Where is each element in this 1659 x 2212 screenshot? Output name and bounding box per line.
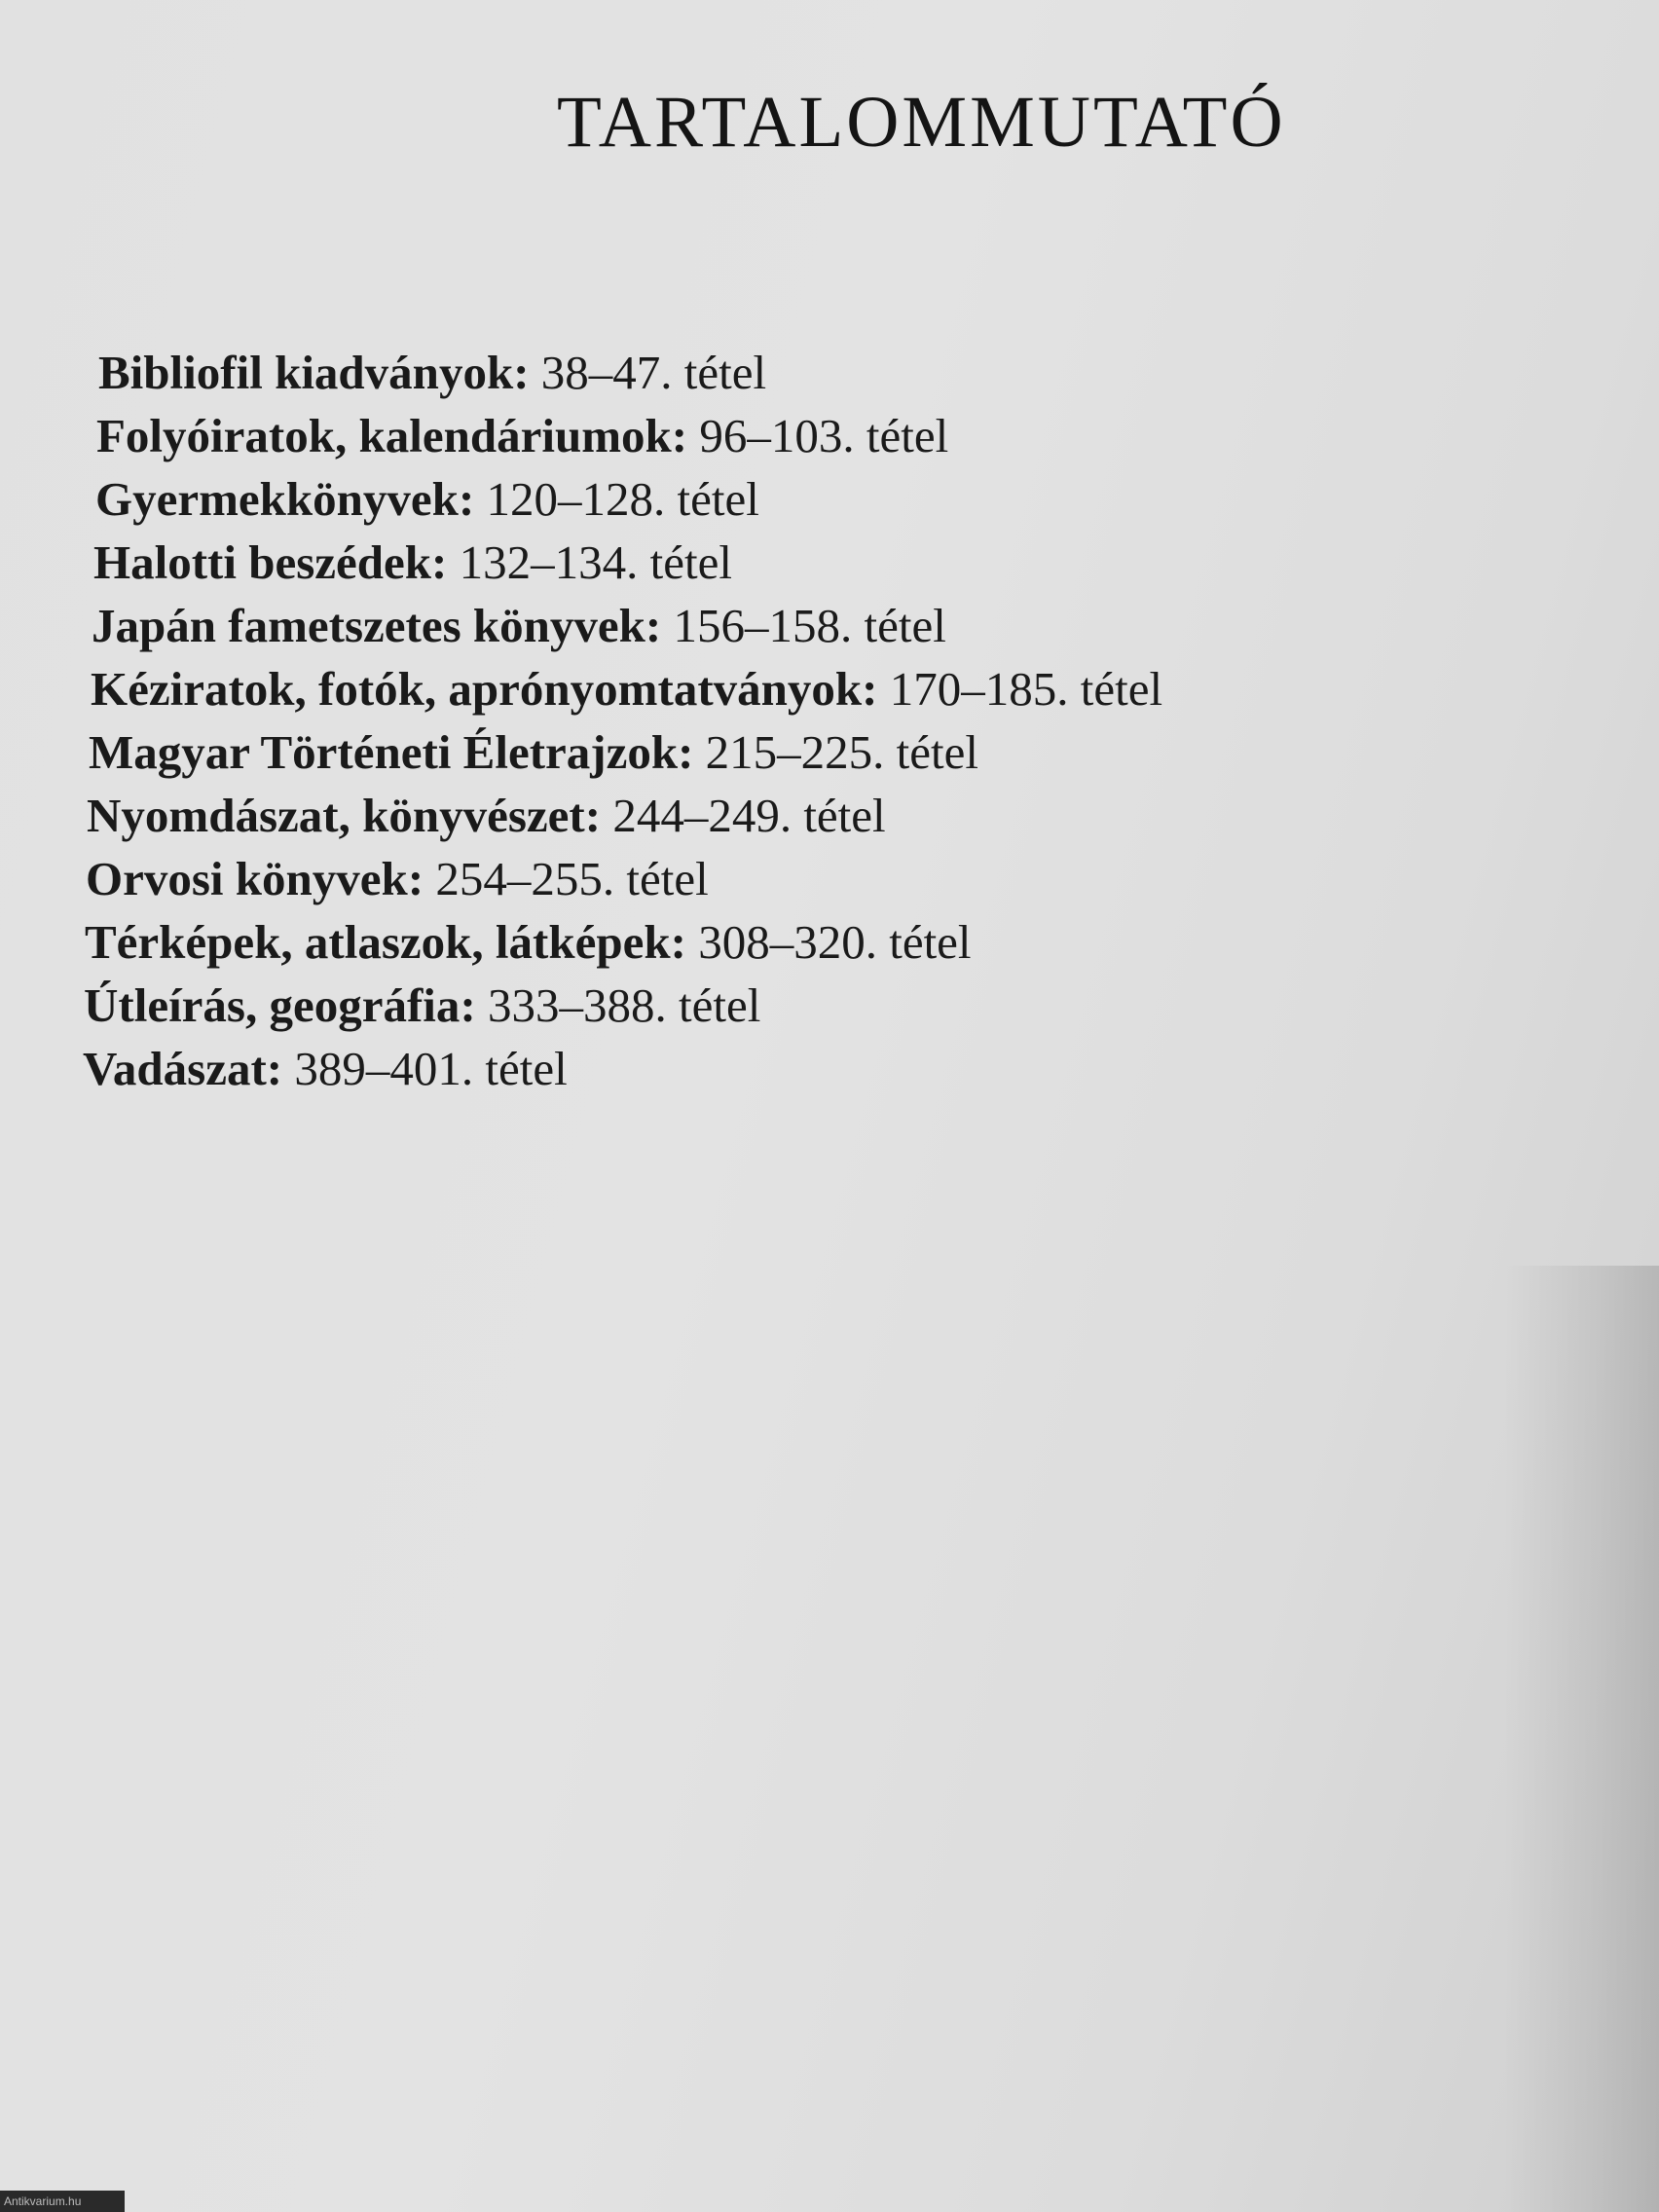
toc-entry-separator: : bbox=[678, 725, 694, 779]
toc-entry-separator: : bbox=[407, 852, 424, 905]
toc-entry bbox=[83, 1037, 1155, 1100]
toc-entry-range: 308–320. tétel bbox=[698, 915, 972, 969]
toc-entry-label: Kéziratok, fotók, aprónyomtatványok bbox=[91, 662, 863, 716]
toc-entry bbox=[92, 594, 1163, 657]
toc-entry bbox=[84, 974, 1156, 1037]
toc-entry-range: 38–47. tétel bbox=[540, 346, 767, 399]
toc-entry-range: 170–185. tétel bbox=[889, 662, 1163, 716]
page-title: TARTALOMMUTATÓ bbox=[557, 82, 1286, 163]
toc-entry-separator: : bbox=[670, 915, 686, 969]
toc-entry-range: 120–128. tétel bbox=[486, 472, 759, 526]
toc-entry bbox=[93, 531, 1165, 594]
toc-entry-label: Halotti beszédek bbox=[93, 535, 432, 589]
toc-entry-range: 156–158. tétel bbox=[673, 599, 946, 652]
toc-entry bbox=[95, 467, 1167, 531]
toc-entry-label: Nyomdászat, könyvészet bbox=[87, 789, 585, 842]
toc-entry-separator: : bbox=[671, 409, 688, 462]
toc-entry bbox=[96, 404, 1168, 467]
toc-entry-label: Folyóiratok, kalendáriumok bbox=[96, 409, 672, 462]
toc-entry bbox=[86, 847, 1158, 910]
toc-entry-label: Orvosi könyvek bbox=[86, 852, 408, 905]
toc-entry-label: Japán fametszetes könyvek bbox=[92, 599, 645, 652]
toc-entry-label: Magyar Történeti Életrajzok bbox=[89, 725, 679, 779]
site-watermark: Antikvarium.hu bbox=[0, 2191, 125, 2212]
toc-entry-range: 389–401. tétel bbox=[294, 1042, 568, 1095]
toc-entry-separator: : bbox=[266, 1042, 283, 1095]
toc-entry-label: Útleírás, geográfia bbox=[84, 978, 461, 1032]
toc-entry-label: Bibliofil kiadványok bbox=[98, 346, 514, 399]
table-of-contents bbox=[0, 341, 1163, 1100]
toc-entry bbox=[85, 910, 1157, 974]
toc-entry-separator: : bbox=[458, 472, 475, 526]
toc-entry bbox=[98, 341, 1170, 404]
toc-entry-separator: : bbox=[431, 535, 448, 589]
toc-entry-separator: : bbox=[862, 662, 878, 716]
toc-entry-separator: : bbox=[584, 789, 602, 842]
toc-entry-range: 132–134. tétel bbox=[459, 535, 732, 589]
toc-entry-range: 254–255. tétel bbox=[435, 852, 709, 905]
toc-entry-label: Gyermekkönyvek bbox=[95, 472, 459, 526]
toc-entry bbox=[89, 720, 1161, 784]
toc-entry-range: 333–388. tétel bbox=[488, 978, 761, 1032]
toc-entry-separator: : bbox=[645, 599, 662, 652]
toc-entry-separator: : bbox=[513, 346, 530, 399]
toc-entry-label: Vadászat bbox=[83, 1042, 267, 1095]
toc-entry-separator: : bbox=[460, 978, 476, 1032]
toc-entry bbox=[87, 784, 1159, 847]
toc-entry bbox=[91, 657, 1162, 720]
toc-entry-range: 215–225. tétel bbox=[705, 725, 979, 779]
toc-entry-label: Térképek, atlaszok, látképek bbox=[85, 915, 671, 969]
page-shadow bbox=[1503, 1266, 1659, 2212]
toc-entry-range: 244–249. tétel bbox=[612, 789, 886, 842]
toc-entry-range: 96–103. tétel bbox=[699, 409, 949, 462]
